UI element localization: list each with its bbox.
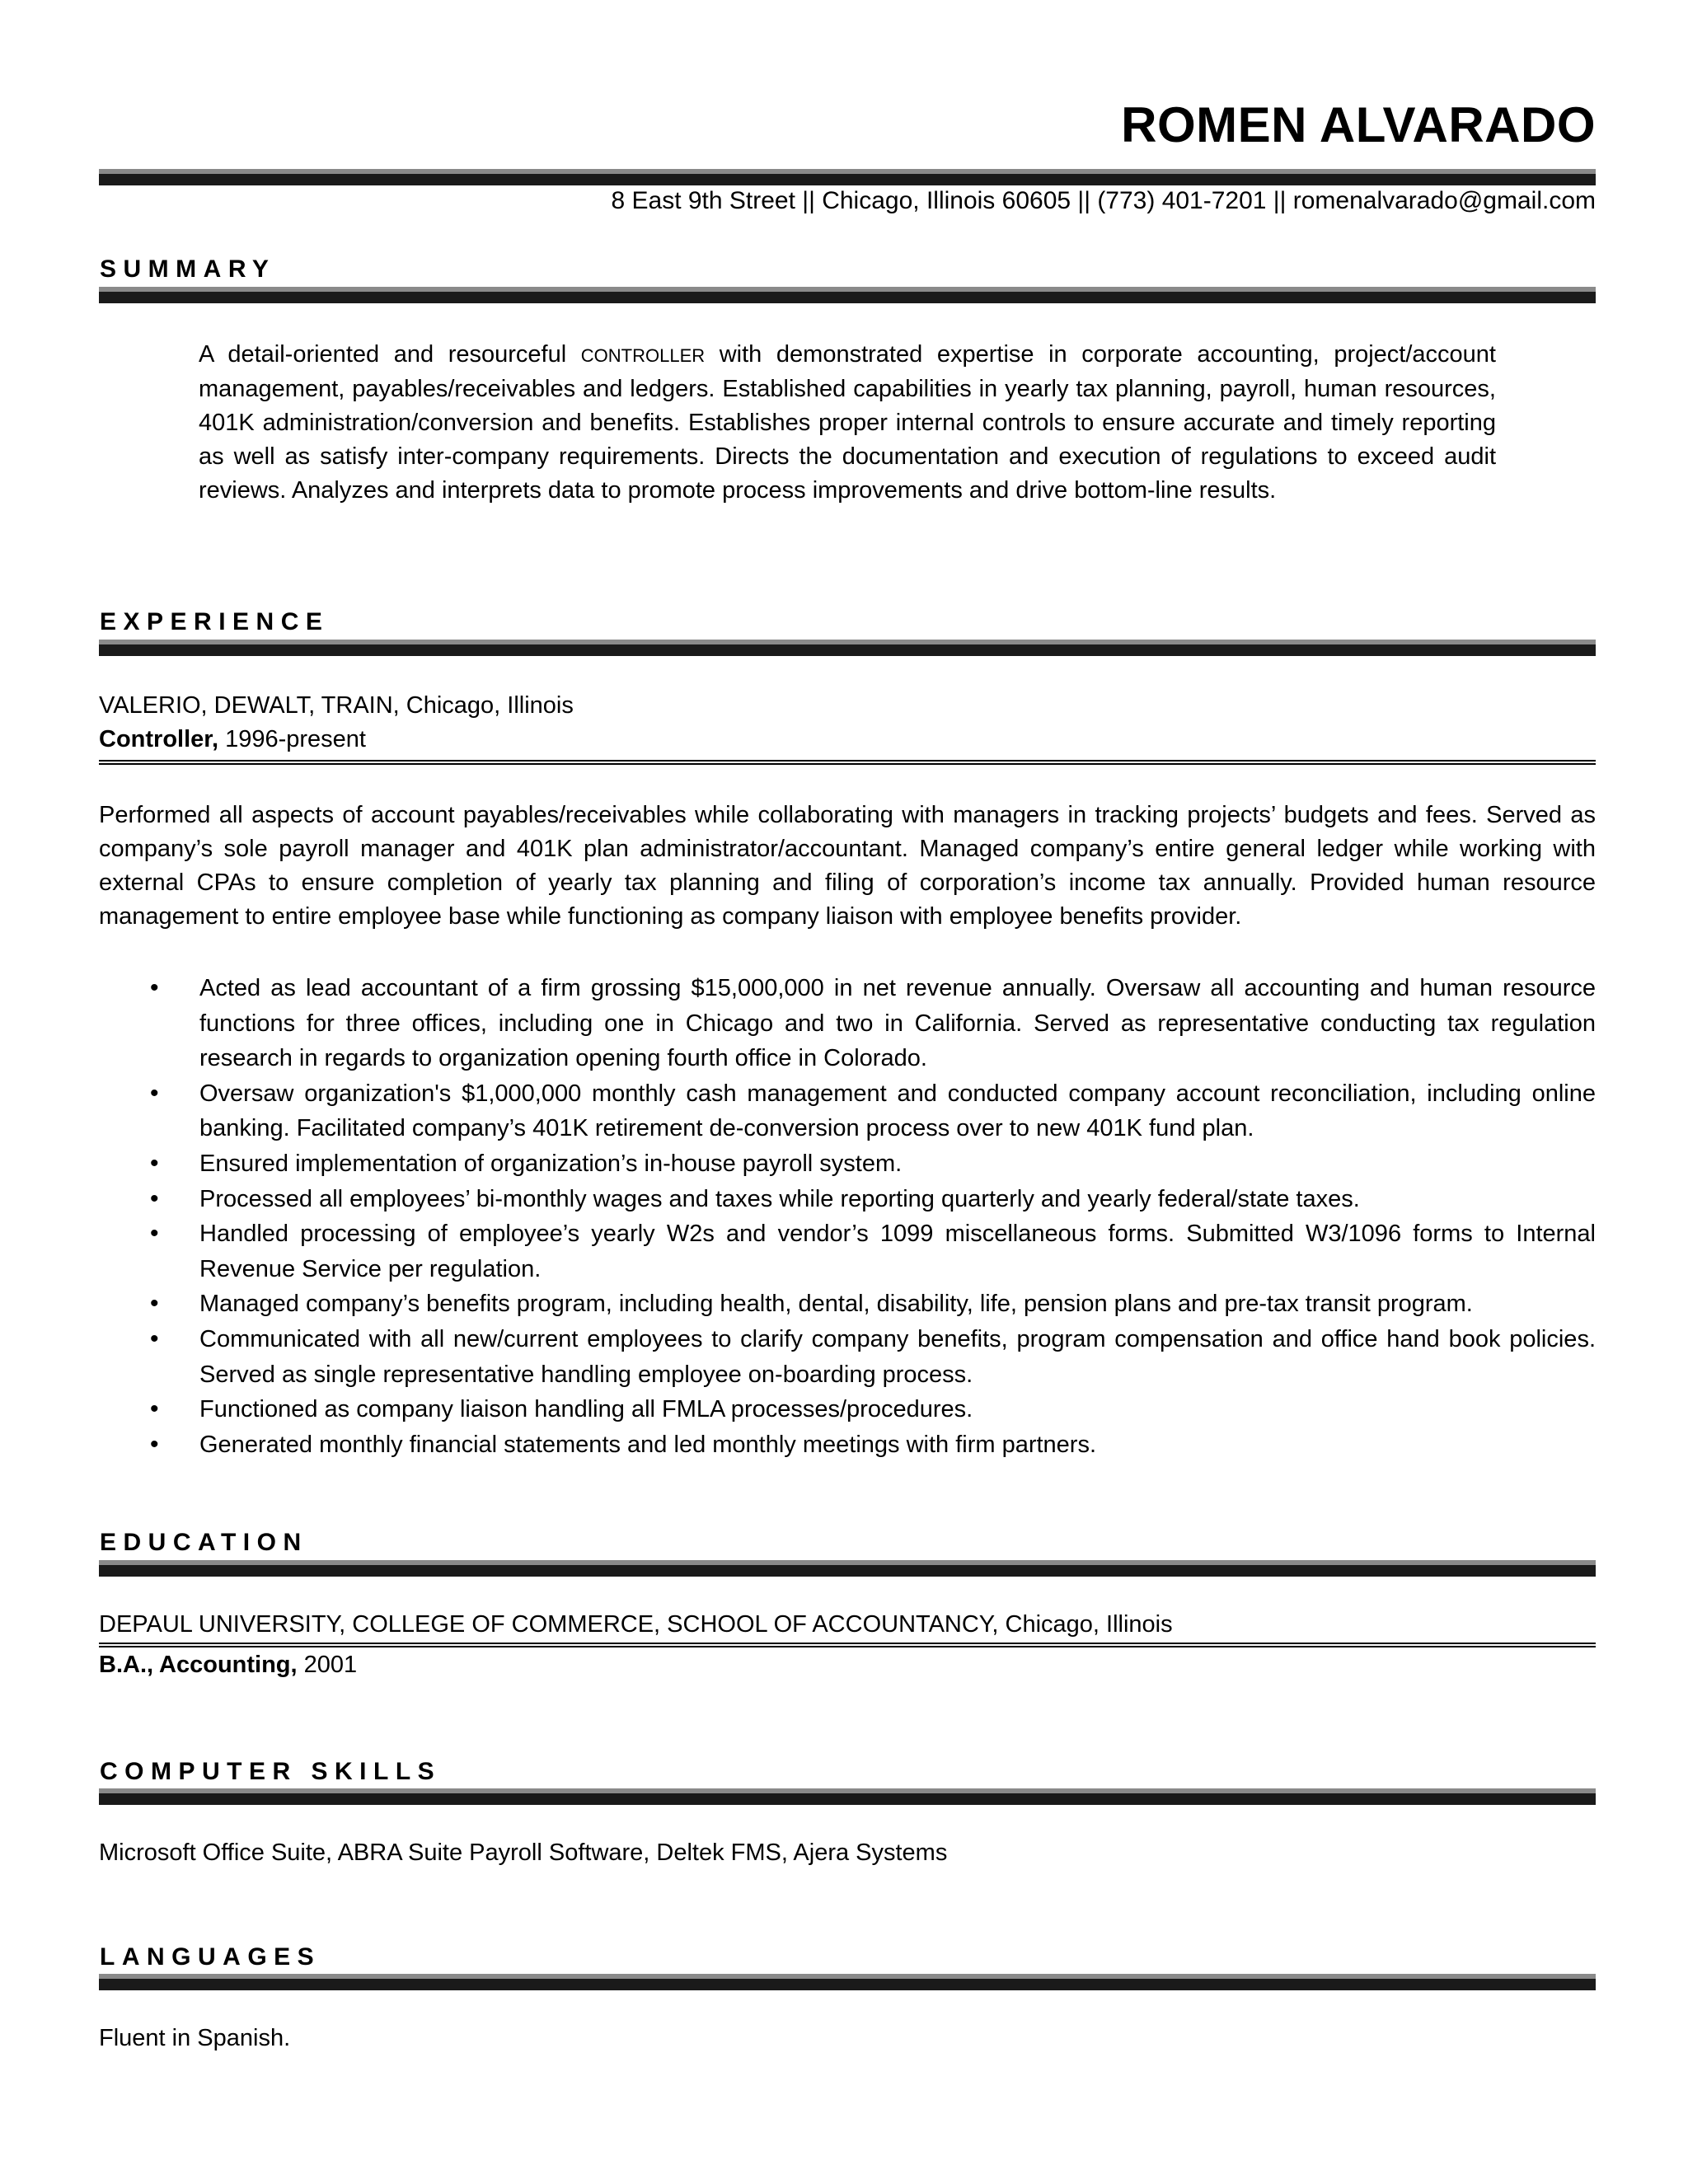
bullet-icon: • xyxy=(150,1149,159,1177)
job-dates: 1996-present xyxy=(218,726,366,752)
list-item-text: Ensured implementation of organization’s in-house payroll system. xyxy=(199,1150,903,1177)
header-divider xyxy=(99,169,1596,185)
list-item xyxy=(99,1322,1596,1392)
bullet-icon: • xyxy=(150,1079,159,1107)
list-item xyxy=(99,1216,1596,1286)
list-item xyxy=(99,1286,1596,1322)
experience-divider xyxy=(99,640,1596,656)
list-item xyxy=(99,1182,1596,1217)
list-item-text: Managed company’s benefits program, including health, dental, disability, life, pension plans and pre-tax transit program. xyxy=(199,1291,1473,1318)
bullet-icon: • xyxy=(150,1220,159,1248)
list-item xyxy=(99,1076,1596,1146)
bullet-icon: • xyxy=(150,1184,159,1212)
list-item-text: Generated monthly financial statements and led monthly meetings with firm partners. xyxy=(199,1431,1097,1458)
list-item xyxy=(99,1146,1596,1182)
list-item xyxy=(99,971,1596,1076)
summary-divider xyxy=(99,287,1596,303)
degree-line xyxy=(99,1648,357,1682)
job-divider xyxy=(99,760,1596,765)
degree-year: 2001 xyxy=(297,1652,358,1678)
bullet-icon: • xyxy=(150,974,159,1001)
contact-info: 8 East 9th Street || Chicago, Illinois 60605 || (773) 401-7201 || romenalvarado@gmail.com xyxy=(611,187,1596,214)
company-name: VALERIO, DEWALT, TRAIN, Chicago, Illinois xyxy=(99,692,574,719)
list-item-text: Functioned as company liaison handling all FMLA processes/procedures. xyxy=(199,1396,973,1423)
job-title-line xyxy=(99,723,366,757)
accomplishments-list xyxy=(99,971,1596,1462)
summary-text-rest: with demonstrated expertise in corporate accounting, project/account management, payables/receivables and ledgers. Established capabilities in yearly tax planning, payroll, human resources, 401K administration/conversion and benefits. Establishes proper internal controls to ensure accurate and timely reporting as well as satisfy inter-company requirements. Directs the documentation and execution of regulations to exceed audit reviews. Analyzes and interprets data to promote process improvements and drive bottom-line results. xyxy=(199,341,1496,504)
school-name: DEPAUL UNIVERSITY, COLLEGE OF COMMERCE, SCHOOL OF ACCOUNTANCY, Chicago, Illinois xyxy=(99,1611,1173,1638)
education-divider xyxy=(99,1560,1596,1577)
job-description: Performed all aspects of account payables/receivables while collaborating with managers in tracking projects’ budgets and fees. Served as company’s sole payroll manager and 401K plan administrator/accountant. Managed company’s entire general ledger while working with external CPAs to ensure completion of yearly tax planning and filing of corporation’s income tax annually. Provided human resource management to entire employee base while functioning as company liaison with employee benefits provider. xyxy=(99,802,1596,930)
experience-heading: EXPERIENCE xyxy=(100,608,330,635)
summary-title-controller: CONTROLLER xyxy=(580,345,706,366)
computer-skills-text: Microsoft Office Suite, ABRA Suite Payroll Software, Deltek FMS, Ajera Systems xyxy=(99,1840,948,1866)
bullet-icon: • xyxy=(150,1395,159,1423)
list-item-text: Oversaw organization's $1,000,000 monthly cash management and conducted company account reconciliation, including online banking. Facilitated company’s 401K retirement de-conversion process over to new 401K fund plan. xyxy=(199,1080,1596,1142)
summary-text xyxy=(199,338,1496,508)
job-title: Controller, xyxy=(99,726,219,752)
candidate-name: ROMEN ALVARADO xyxy=(1121,97,1596,152)
languages-divider xyxy=(99,1974,1596,1990)
summary-heading: SUMMARY xyxy=(100,255,276,283)
bullet-icon: • xyxy=(150,1324,159,1352)
degree: B.A., Accounting, xyxy=(99,1652,298,1678)
list-item-text: Handled processing of employee’s yearly W2s and vendor’s 1099 miscellaneous forms. Submitted W3/1096 forms to Internal Revenue Service per regulation. xyxy=(199,1221,1596,1282)
list-item-text: Communicated with all new/current employees to clarify company benefits, program compensation and office hand book policies. Served as single representative handling employee on-boarding process. xyxy=(199,1325,1596,1388)
computer-skills-heading: COMPUTER SKILLS xyxy=(100,1758,442,1785)
list-item xyxy=(99,1427,1596,1463)
languages-heading: LANGUAGES xyxy=(100,1943,321,1971)
list-item-text: Processed all employees’ bi-monthly wages and taxes while reporting quarterly and yearly federal/state taxes. xyxy=(199,1185,1360,1212)
education-rule xyxy=(99,1643,1596,1647)
bullet-icon: • xyxy=(150,1430,159,1458)
summary-text-start: A detail-oriented and resourceful xyxy=(199,341,581,368)
list-item-text: Acted as lead accountant of a firm grossing $15,000,000 in net revenue annually. Oversaw all accounting and human resource functions for three offices, including one in Chicago and two in California. Served as representative conducting tax regulation research in regards to organization opening fourth office in Colorado. xyxy=(199,975,1596,1072)
list-item xyxy=(99,1392,1596,1427)
languages-text: Fluent in Spanish. xyxy=(99,2025,291,2051)
computer-skills-divider xyxy=(99,1788,1596,1805)
education-heading: EDUCATION xyxy=(100,1529,308,1556)
bullet-icon: • xyxy=(150,1290,159,1318)
